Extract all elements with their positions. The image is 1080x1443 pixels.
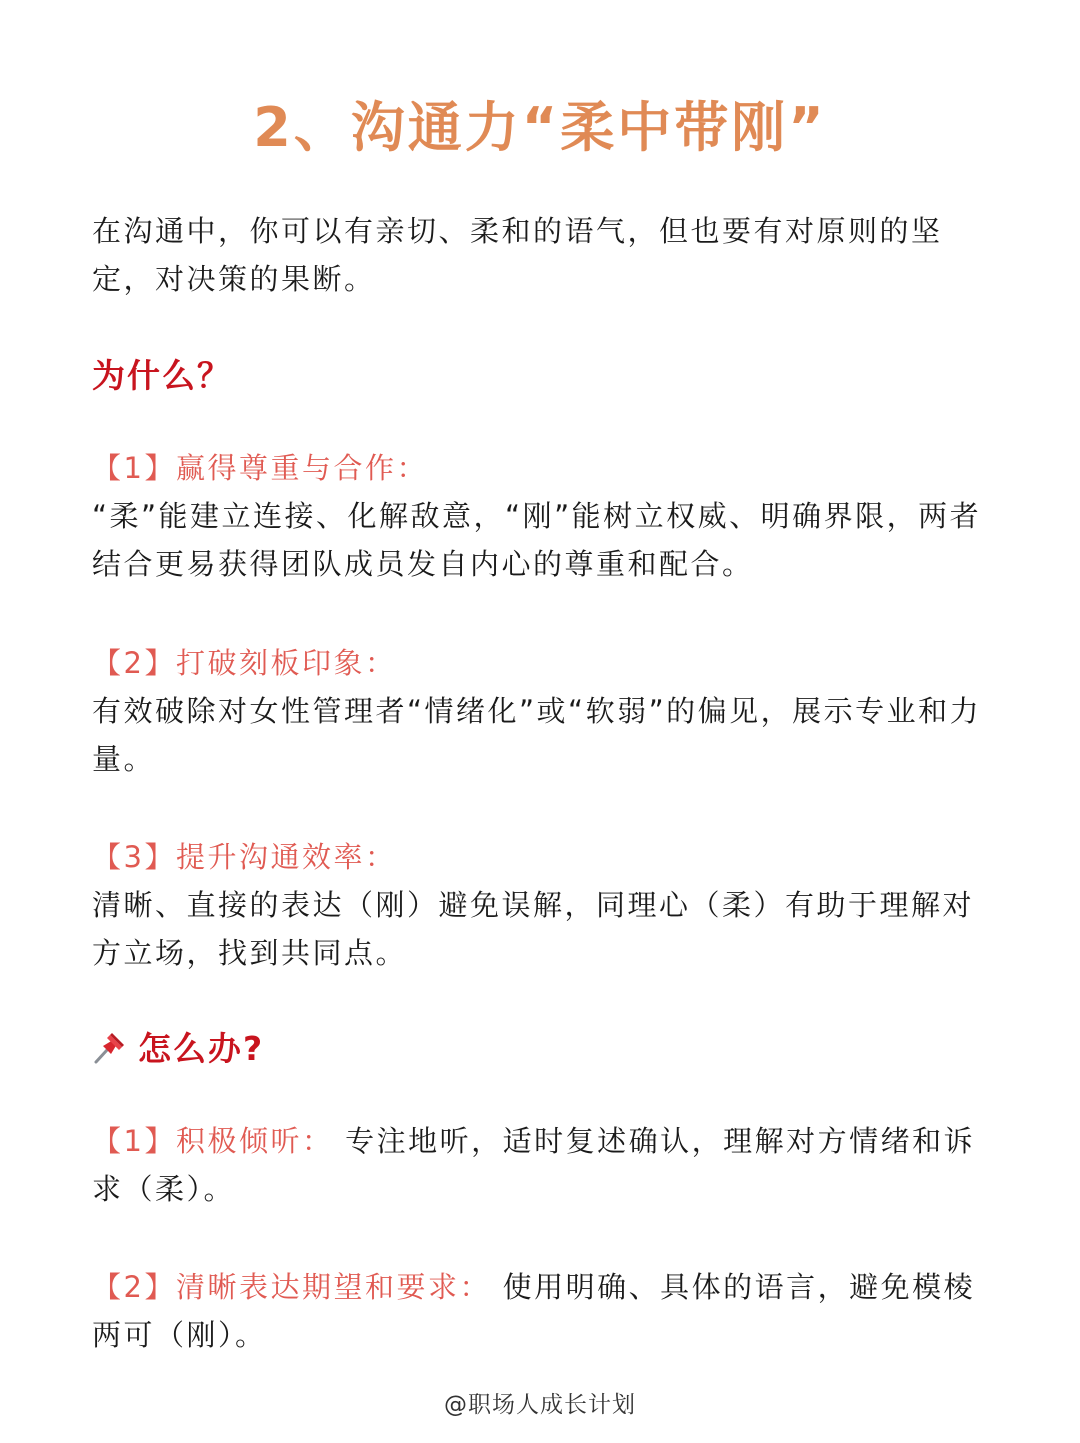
how-heading-row	[92, 1025, 264, 1073]
how-item-2-label: 【2】清晰表达期望和要求：	[92, 1270, 491, 1304]
why-item-1-text: “柔”能建立连接、化解敌意，“刚”能树立权威、明确界限，两者结合更易获得团队成员发自内心的尊重和配合。	[92, 499, 982, 581]
why-item-3-label: 【3】提升沟通效率：	[92, 840, 397, 874]
pushpin-icon	[92, 1029, 128, 1065]
why-item-3-text: 清晰、直接的表达（刚）避免误解，同理心（柔）有助于理解对方立场，找到共同点。	[92, 888, 975, 970]
intro-paragraph: 在沟通中，你可以有亲切、柔和的语气，但也要有对原则的坚定，对决策的果断。	[92, 214, 943, 296]
how-item-1	[92, 1117, 992, 1213]
why-item-2-text: 有效破除对女性管理者“情绪化”或“软弱”的偏见，展示专业和力量。	[92, 694, 982, 776]
how-item-2-text: 使用明确、具体的语言，避免模棱两可（刚）。	[92, 1270, 976, 1352]
why-heading: 为什么？	[92, 356, 232, 395]
page-title: 2、沟通力“柔中带刚”	[253, 96, 827, 159]
why-item-2-label: 【2】打破刻板印象：	[92, 646, 397, 680]
why-item-3	[92, 833, 992, 977]
why-item-2	[92, 639, 992, 783]
how-heading: 怎么办?	[138, 1029, 265, 1068]
how-item-2	[92, 1263, 992, 1359]
why-item-1-label: 【1】赢得尊重与合作：	[92, 451, 428, 485]
why-item-1	[92, 444, 992, 588]
how-item-1-text: 专注地听，适时复述确认，理解对方情绪和诉求（柔）。	[92, 1124, 976, 1206]
footer-watermark: @职场人成长计划	[444, 1392, 636, 1418]
how-item-1-label: 【1】积极倾听：	[92, 1124, 334, 1158]
